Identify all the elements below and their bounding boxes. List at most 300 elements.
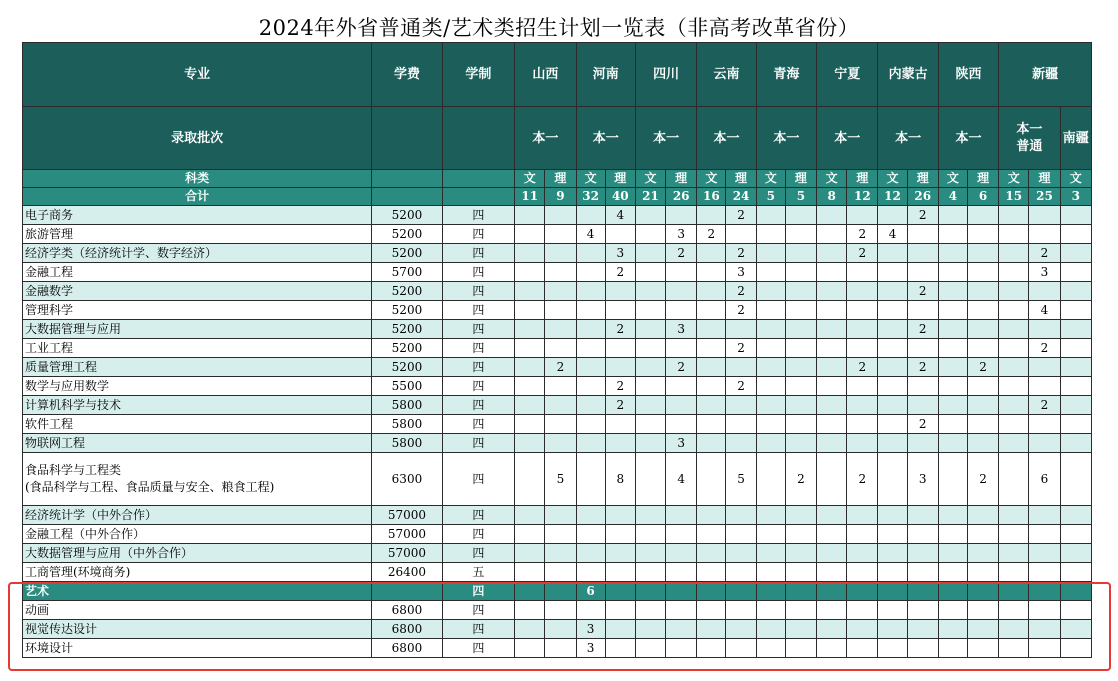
quota-cell <box>756 506 785 525</box>
header-major: 专业 <box>23 43 372 107</box>
quota-cell <box>515 639 545 658</box>
quota-cell: 3 <box>666 225 697 244</box>
quota-cell <box>756 563 785 582</box>
quota-cell <box>1060 639 1091 658</box>
quota-cell <box>635 339 665 358</box>
quota-cell <box>635 620 665 639</box>
major-name: 数学与应用数学 <box>23 377 372 396</box>
quota-cell <box>545 396 576 415</box>
quota-cell <box>515 358 545 377</box>
major-name: 工商管理(环境商务) <box>23 563 372 582</box>
header-batch: 本一 <box>697 107 756 170</box>
cell-blank <box>372 188 442 206</box>
quota-cell: 2 <box>847 453 878 506</box>
quota-cell: 6 <box>576 582 605 601</box>
major-name-line2: (食品科学与工程、食品质量与安全、粮食工程) <box>25 480 275 494</box>
quota-cell <box>907 620 938 639</box>
quota-cell: 5 <box>726 453 756 506</box>
art-category-row <box>23 582 1092 601</box>
quota-cell <box>635 320 665 339</box>
quota-cell <box>938 320 967 339</box>
total-row <box>23 188 1092 206</box>
header-province: 山西 <box>515 43 576 107</box>
quota-cell <box>999 282 1029 301</box>
major-name: 金融工程 <box>23 263 372 282</box>
quota-cell <box>878 544 907 563</box>
quota-cell <box>756 582 785 601</box>
quota-cell: 4 <box>1029 301 1060 320</box>
quota-cell <box>817 525 847 544</box>
study-duration: 四 <box>442 301 514 320</box>
quota-cell <box>878 453 907 506</box>
table-row <box>23 601 1092 620</box>
quota-cell <box>635 639 665 658</box>
total-cell: 32 <box>576 188 605 206</box>
quota-cell <box>785 263 816 282</box>
quota-cell <box>817 320 847 339</box>
table-row <box>23 206 1092 225</box>
table-row <box>23 620 1092 639</box>
quota-cell <box>635 282 665 301</box>
quota-cell <box>938 582 967 601</box>
quota-cell <box>756 525 785 544</box>
study-duration: 四 <box>442 506 514 525</box>
quota-cell: 2 <box>785 453 816 506</box>
quota-cell <box>756 225 785 244</box>
quota-cell <box>785 358 816 377</box>
header-row-provinces <box>23 43 1092 107</box>
total-cell: 5 <box>785 188 816 206</box>
quota-cell <box>697 506 726 525</box>
study-duration: 四 <box>442 206 514 225</box>
quota-cell <box>515 525 545 544</box>
total-cell: 6 <box>967 188 998 206</box>
table-row <box>23 358 1092 377</box>
quota-cell <box>635 396 665 415</box>
quota-cell <box>938 244 967 263</box>
quota-cell: 3 <box>576 639 605 658</box>
quota-cell <box>1029 620 1060 639</box>
subject-cell: 文 <box>635 170 665 188</box>
total-cell: 12 <box>847 188 878 206</box>
quota-cell <box>817 434 847 453</box>
quota-cell <box>666 377 697 396</box>
quota-cell <box>938 434 967 453</box>
study-duration: 四 <box>442 582 514 601</box>
quota-cell <box>878 377 907 396</box>
quota-cell <box>697 301 726 320</box>
study-duration: 四 <box>442 358 514 377</box>
quota-cell <box>1060 544 1091 563</box>
quota-cell <box>907 244 938 263</box>
quota-cell <box>697 263 726 282</box>
quota-cell <box>605 525 635 544</box>
quota-cell <box>999 582 1029 601</box>
enrollment-plan-table <box>22 42 1092 658</box>
quota-cell <box>785 225 816 244</box>
study-duration: 四 <box>442 620 514 639</box>
subject-cell: 文 <box>1060 170 1091 188</box>
tuition-fee: 5800 <box>372 415 442 434</box>
study-duration: 四 <box>442 396 514 415</box>
quota-cell: 6 <box>1029 453 1060 506</box>
quota-cell <box>1029 206 1060 225</box>
quota-cell <box>1060 377 1091 396</box>
major-name: 大数据管理与应用（中外合作） <box>23 544 372 563</box>
quota-cell <box>907 225 938 244</box>
quota-cell <box>847 263 878 282</box>
art-category-name: 艺术 <box>23 582 372 601</box>
total-cell: 40 <box>605 188 635 206</box>
total-cell: 26 <box>907 188 938 206</box>
quota-cell: 2 <box>1029 244 1060 263</box>
quota-cell <box>1060 320 1091 339</box>
quota-cell: 2 <box>967 453 998 506</box>
table-row <box>23 339 1092 358</box>
quota-cell <box>605 563 635 582</box>
quota-cell <box>878 601 907 620</box>
quota-cell <box>756 244 785 263</box>
quota-cell <box>515 339 545 358</box>
quota-cell <box>907 301 938 320</box>
study-duration: 四 <box>442 544 514 563</box>
quota-cell <box>635 563 665 582</box>
quota-cell: 2 <box>907 282 938 301</box>
quota-cell <box>756 339 785 358</box>
quota-cell <box>1029 601 1060 620</box>
quota-cell <box>1060 563 1091 582</box>
quota-cell: 4 <box>666 453 697 506</box>
quota-cell <box>817 544 847 563</box>
quota-cell <box>817 206 847 225</box>
quota-cell <box>1060 396 1091 415</box>
quota-cell <box>515 506 545 525</box>
subject-cell: 文 <box>576 170 605 188</box>
study-duration: 四 <box>442 377 514 396</box>
tuition-fee: 5200 <box>372 225 442 244</box>
major-name <box>23 453 372 506</box>
quota-cell <box>907 377 938 396</box>
quota-cell <box>515 225 545 244</box>
quota-cell <box>666 601 697 620</box>
quota-cell <box>967 434 998 453</box>
quota-cell <box>545 225 576 244</box>
quota-cell <box>545 282 576 301</box>
quota-cell <box>785 244 816 263</box>
quota-cell <box>999 244 1029 263</box>
quota-cell <box>756 620 785 639</box>
quota-cell <box>817 396 847 415</box>
table-row <box>23 525 1092 544</box>
quota-cell <box>999 620 1029 639</box>
quota-cell <box>635 582 665 601</box>
quota-cell <box>1060 206 1091 225</box>
quota-cell <box>847 601 878 620</box>
quota-cell: 2 <box>697 225 726 244</box>
header-row-batch <box>23 107 1092 170</box>
quota-cell <box>515 563 545 582</box>
quota-cell <box>1060 525 1091 544</box>
quota-cell <box>999 601 1029 620</box>
quota-cell <box>635 601 665 620</box>
quota-cell: 8 <box>605 453 635 506</box>
major-name: 软件工程 <box>23 415 372 434</box>
quota-cell <box>1060 620 1091 639</box>
subject-cell: 理 <box>666 170 697 188</box>
quota-cell <box>817 282 847 301</box>
subject-cell: 理 <box>605 170 635 188</box>
quota-cell <box>999 506 1029 525</box>
quota-cell <box>967 225 998 244</box>
quota-cell <box>907 563 938 582</box>
quota-cell <box>847 282 878 301</box>
study-duration: 四 <box>442 639 514 658</box>
quota-cell <box>878 301 907 320</box>
tuition-fee: 57000 <box>372 525 442 544</box>
quota-cell <box>785 544 816 563</box>
tuition-fee: 6800 <box>372 639 442 658</box>
table-row <box>23 434 1092 453</box>
quota-cell <box>847 206 878 225</box>
quota-cell <box>666 339 697 358</box>
quota-cell <box>1060 506 1091 525</box>
quota-cell: 2 <box>605 320 635 339</box>
quota-cell <box>847 377 878 396</box>
header-province: 陕西 <box>938 43 998 107</box>
quota-cell <box>756 415 785 434</box>
major-name: 动画 <box>23 601 372 620</box>
tuition-fee <box>372 582 442 601</box>
quota-cell <box>697 244 726 263</box>
quota-cell <box>1029 434 1060 453</box>
quota-cell <box>1029 282 1060 301</box>
quota-cell: 2 <box>967 358 998 377</box>
quota-cell <box>817 301 847 320</box>
quota-cell <box>756 639 785 658</box>
subject-cell: 文 <box>999 170 1029 188</box>
quota-cell <box>847 301 878 320</box>
quota-cell <box>635 415 665 434</box>
major-name: 电子商务 <box>23 206 372 225</box>
quota-cell <box>515 582 545 601</box>
quota-cell <box>785 320 816 339</box>
quota-cell <box>605 301 635 320</box>
quota-cell <box>726 415 756 434</box>
tuition-fee: 26400 <box>372 563 442 582</box>
quota-cell <box>697 434 726 453</box>
quota-cell <box>938 301 967 320</box>
quota-cell <box>576 525 605 544</box>
quota-cell <box>907 525 938 544</box>
quota-cell <box>666 282 697 301</box>
total-cell: 8 <box>817 188 847 206</box>
quota-cell <box>1060 244 1091 263</box>
quota-cell: 2 <box>545 358 576 377</box>
header-batch: 本一 <box>817 107 878 170</box>
quota-cell <box>1060 601 1091 620</box>
quota-cell <box>1060 282 1091 301</box>
quota-cell <box>605 582 635 601</box>
quota-cell <box>726 358 756 377</box>
quota-cell <box>756 453 785 506</box>
quota-cell <box>938 339 967 358</box>
quota-cell <box>515 601 545 620</box>
quota-cell: 2 <box>666 244 697 263</box>
quota-cell: 2 <box>726 301 756 320</box>
quota-cell <box>756 358 785 377</box>
cell-blank <box>372 170 442 188</box>
quota-cell <box>967 339 998 358</box>
quota-cell <box>756 320 785 339</box>
quota-cell <box>635 544 665 563</box>
quota-cell <box>697 620 726 639</box>
quota-cell <box>545 525 576 544</box>
quota-cell <box>817 601 847 620</box>
quota-cell <box>907 639 938 658</box>
quota-cell <box>907 544 938 563</box>
quota-cell <box>907 506 938 525</box>
quota-cell <box>999 301 1029 320</box>
quota-cell <box>1060 225 1091 244</box>
quota-cell <box>878 434 907 453</box>
tuition-fee: 57000 <box>372 506 442 525</box>
quota-cell <box>545 563 576 582</box>
table-row <box>23 396 1092 415</box>
quota-cell <box>666 396 697 415</box>
quota-cell <box>847 620 878 639</box>
study-duration: 四 <box>442 282 514 301</box>
table-row <box>23 263 1092 282</box>
header-province: 青海 <box>756 43 816 107</box>
quota-cell <box>666 301 697 320</box>
quota-cell <box>847 434 878 453</box>
tuition-fee: 5200 <box>372 301 442 320</box>
quota-cell <box>726 582 756 601</box>
quota-cell: 2 <box>666 358 697 377</box>
quota-cell <box>785 301 816 320</box>
quota-cell <box>847 506 878 525</box>
quota-cell <box>847 563 878 582</box>
total-cell: 15 <box>999 188 1029 206</box>
tuition-fee: 6800 <box>372 601 442 620</box>
quota-cell <box>938 282 967 301</box>
quota-cell <box>999 225 1029 244</box>
quota-cell <box>576 377 605 396</box>
quota-cell <box>635 434 665 453</box>
quota-cell: 5 <box>545 453 576 506</box>
quota-cell <box>545 639 576 658</box>
quota-cell <box>726 639 756 658</box>
subject-cell: 理 <box>1029 170 1060 188</box>
quota-cell <box>967 506 998 525</box>
quota-cell <box>938 639 967 658</box>
quota-cell <box>938 263 967 282</box>
study-duration: 四 <box>442 601 514 620</box>
major-name: 环境设计 <box>23 639 372 658</box>
quota-cell <box>938 377 967 396</box>
header-batch-xinjiang-regular: 本一 普通 <box>999 107 1060 170</box>
quota-cell: 3 <box>1029 263 1060 282</box>
quota-cell: 2 <box>907 206 938 225</box>
quota-cell <box>817 263 847 282</box>
quota-cell <box>847 525 878 544</box>
quota-cell <box>1029 506 1060 525</box>
quota-cell <box>666 639 697 658</box>
table-row <box>23 301 1092 320</box>
tuition-fee: 6800 <box>372 620 442 639</box>
quota-cell <box>576 320 605 339</box>
total-cell: 9 <box>545 188 576 206</box>
quota-cell: 3 <box>907 453 938 506</box>
total-cell: 3 <box>1060 188 1091 206</box>
quota-cell <box>545 506 576 525</box>
quota-cell <box>697 582 726 601</box>
header-batch: 本一 <box>515 107 576 170</box>
quota-cell <box>938 601 967 620</box>
quota-cell <box>635 453 665 506</box>
tuition-fee: 6300 <box>372 453 442 506</box>
quota-cell <box>697 453 726 506</box>
quota-cell <box>515 453 545 506</box>
major-name: 经济统计学（中外合作） <box>23 506 372 525</box>
quota-cell <box>938 396 967 415</box>
quota-cell <box>666 525 697 544</box>
major-name: 金融数学 <box>23 282 372 301</box>
tuition-fee: 5200 <box>372 320 442 339</box>
quota-cell <box>545 434 576 453</box>
subject-cell: 理 <box>785 170 816 188</box>
total-cell: 26 <box>666 188 697 206</box>
quota-cell <box>967 582 998 601</box>
quota-cell <box>635 377 665 396</box>
quota-cell <box>697 320 726 339</box>
quota-cell <box>545 377 576 396</box>
quota-cell <box>967 244 998 263</box>
tuition-fee: 5200 <box>372 244 442 263</box>
quota-cell <box>697 377 726 396</box>
quota-cell <box>666 415 697 434</box>
subject-cell: 文 <box>938 170 967 188</box>
total-cell: 16 <box>697 188 726 206</box>
quota-cell: 3 <box>666 434 697 453</box>
quota-cell: 2 <box>1029 339 1060 358</box>
total-cell: 5 <box>756 188 785 206</box>
quota-cell <box>938 563 967 582</box>
quota-cell <box>576 396 605 415</box>
quota-cell <box>605 339 635 358</box>
quota-cell <box>878 563 907 582</box>
table-row <box>23 244 1092 263</box>
quota-cell <box>785 282 816 301</box>
quota-cell <box>878 620 907 639</box>
quota-cell: 2 <box>726 339 756 358</box>
subject-cell: 文 <box>878 170 907 188</box>
quota-cell <box>756 601 785 620</box>
quota-cell <box>847 582 878 601</box>
quota-cell <box>515 620 545 639</box>
quota-cell <box>697 544 726 563</box>
quota-cell <box>545 339 576 358</box>
quota-cell <box>847 396 878 415</box>
quota-cell <box>576 544 605 563</box>
header-batch: 本一 <box>576 107 635 170</box>
quota-cell <box>967 639 998 658</box>
quota-cell <box>697 563 726 582</box>
quota-cell <box>847 639 878 658</box>
quota-cell <box>999 206 1029 225</box>
quota-cell <box>666 544 697 563</box>
quota-cell <box>635 225 665 244</box>
